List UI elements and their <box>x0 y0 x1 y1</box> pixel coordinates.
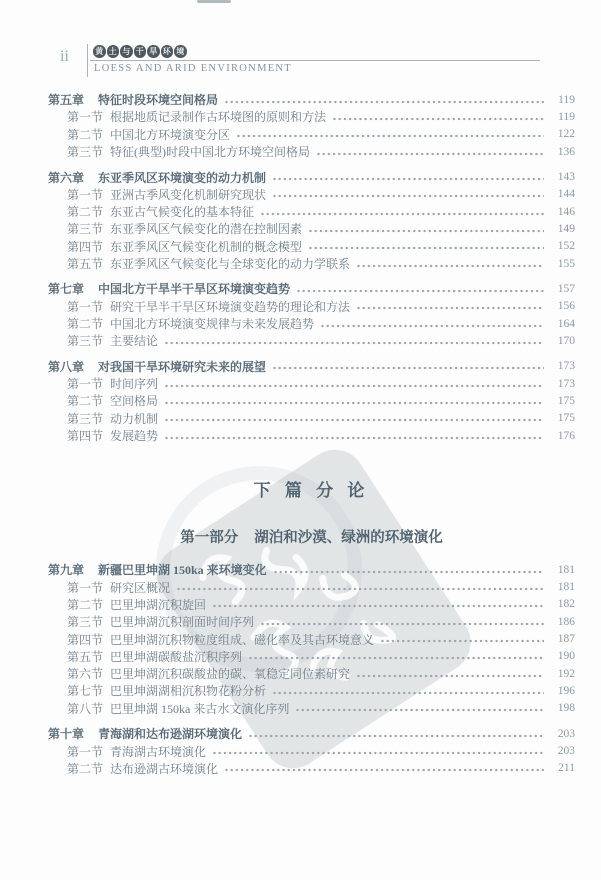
part-heading <box>48 528 575 548</box>
dot-leader <box>213 746 544 758</box>
section-row <box>48 332 575 349</box>
chapter-row <box>48 168 575 185</box>
page-ref: 176 <box>557 429 575 442</box>
dot-leader <box>261 207 544 219</box>
section-title: 空间格局 <box>110 394 159 409</box>
chapter-title: 东亚季风区环境演变的动力机制 <box>98 170 267 185</box>
section-label: 第二节 <box>67 205 104 220</box>
dot-leader <box>357 669 544 681</box>
page-ref: 136 <box>557 145 575 158</box>
section-label: 第一节 <box>67 110 104 125</box>
section-title: 亚洲古季风变化机制研究现状 <box>110 187 267 202</box>
section-label: 第五节 <box>67 257 104 271</box>
page-ref: 187 <box>557 633 575 646</box>
section-row <box>48 392 575 409</box>
page-ref: 211 <box>558 762 575 775</box>
toc-chapter-block <box>48 280 575 349</box>
section-title: 青海湖古环境演化 <box>110 744 207 759</box>
section-row <box>48 613 575 630</box>
chapter-label: 第六章 <box>48 170 85 185</box>
section-label: 第一节 <box>67 377 104 392</box>
section-title: 东亚季风区气候变化与全球变化的动力学联系 <box>110 257 351 271</box>
section-title: 达布逊湖古环境演化 <box>110 761 219 776</box>
section-title: 主要结论 <box>110 334 159 349</box>
section-title: 时间序列 <box>110 377 159 392</box>
section-row <box>48 410 575 427</box>
section-title: 研究区概况 <box>110 580 171 595</box>
section-row <box>48 579 575 596</box>
dot-leader <box>165 431 544 443</box>
page-ref: 203 <box>557 727 575 740</box>
section-label: 第七节 <box>67 684 104 699</box>
section-label: 第四节 <box>67 239 104 254</box>
section-title: 巴里坤湖湖相沉积物花粉分析 <box>110 684 267 699</box>
dot-leader <box>165 336 544 348</box>
section-row <box>48 742 575 759</box>
page-ref: 181 <box>557 581 575 594</box>
page-ref: 170 <box>557 334 575 347</box>
section-title: 动力机制 <box>110 411 159 426</box>
section-row <box>48 143 575 160</box>
chapter-row <box>48 91 575 108</box>
section-title: 中国北方环境演变规律与未来发展趋势 <box>110 317 315 332</box>
dot-leader <box>273 361 544 373</box>
section-label: 第二节 <box>67 597 104 612</box>
chapter-label: 第十章 <box>48 727 85 742</box>
section-label: 第五节 <box>67 649 104 664</box>
page-ref: 175 <box>557 412 575 425</box>
page-ref: 190 <box>557 650 575 663</box>
scan-artifact <box>197 0 231 3</box>
part-heading-label: 第一部分 <box>180 530 239 547</box>
section-title: 巴里坤湖沉积物粒度组成、磁化率及其古环境意义 <box>110 632 375 647</box>
dot-leader <box>273 172 544 184</box>
section-title: 特征(典型)时段中国北方环境空间格局 <box>110 145 310 160</box>
chapter-row <box>48 280 575 297</box>
dot-leader <box>249 651 544 663</box>
section-label: 第六节 <box>67 667 104 682</box>
dot-leader <box>357 301 544 313</box>
dot-leader <box>317 147 544 159</box>
page-ref: 122 <box>557 128 575 141</box>
section-label: 第四节 <box>67 632 104 647</box>
dot-leader <box>321 319 544 331</box>
section-row <box>48 760 575 777</box>
section-title: 研究干旱半干旱区环境演变趋势的理论和方法 <box>110 299 351 314</box>
section-title: 巴里坤湖 150ka 来古水文演化序列 <box>110 701 290 716</box>
header-vertical-rule <box>87 44 88 77</box>
chapter-row <box>48 725 575 742</box>
section-row <box>48 315 575 332</box>
page-ref: 192 <box>557 667 575 680</box>
dot-leader <box>225 95 544 107</box>
dot-leader <box>357 259 544 271</box>
chapter-title: 青海湖和达布逊湖环境演化 <box>98 727 243 742</box>
section-label: 第二节 <box>67 394 104 409</box>
section-row <box>48 108 575 125</box>
book-subtitle: LOESS AND ARID ENVIRONMENT <box>94 63 293 74</box>
toc-chapter-block <box>48 168 575 272</box>
toc-chapter-block <box>48 91 575 160</box>
dot-leader <box>297 284 544 296</box>
section-title: 巴里坤湖沉积剖面时间序列 <box>110 615 255 630</box>
page-ref: 119 <box>558 110 575 123</box>
section-row <box>48 238 575 255</box>
page-ref: 182 <box>557 598 575 611</box>
page-ref: 149 <box>557 222 575 235</box>
table-of-contents <box>48 91 575 785</box>
chapter-title: 中国北方干旱半干旱区环境演变趋势 <box>98 282 291 297</box>
chapter-title: 对我国干旱环境研究未来的展望 <box>98 359 267 374</box>
page-ref: 173 <box>557 377 575 390</box>
page-ref: 156 <box>557 300 575 313</box>
toc-chapter-block <box>48 358 575 444</box>
section-row <box>48 220 575 237</box>
toc-chapter-block <box>48 725 575 777</box>
section-title: 巴里坤湖沉积旋回 <box>110 597 207 612</box>
dot-leader <box>273 189 544 201</box>
book-title-badges <box>93 45 187 58</box>
book-title-badge-char: 与 <box>120 45 133 58</box>
dot-leader <box>165 413 544 425</box>
section-label: 第二节 <box>67 127 104 142</box>
section-title: 发展趋势 <box>110 429 159 444</box>
section-title: 巴里坤湖沉积碳酸盐的碳、氧稳定同位素研究 <box>110 667 351 682</box>
dot-leader <box>274 565 544 577</box>
chapter-row <box>48 561 575 578</box>
page-ref: 146 <box>557 205 575 218</box>
section-title: 根据地质记录制作古环境图的原则和方法 <box>110 110 327 125</box>
page-ref: 144 <box>557 188 575 201</box>
chapter-title: 新疆巴里坤湖 150ka 来环境变化 <box>98 563 267 578</box>
dot-leader <box>225 763 544 775</box>
page-ref: 196 <box>557 684 575 697</box>
page-ref: 157 <box>557 282 575 295</box>
section-title: 东亚古气候变化的基本特征 <box>110 205 255 220</box>
section-label: 第三节 <box>67 222 104 237</box>
section-row <box>48 648 575 665</box>
dot-leader <box>273 686 544 698</box>
section-label: 第四节 <box>67 429 104 444</box>
section-row <box>48 427 575 444</box>
book-title-badge-char: 黄 <box>93 45 106 58</box>
chapter-label: 第七章 <box>48 282 85 297</box>
section-row <box>48 255 575 272</box>
section-row <box>48 126 575 143</box>
section-title: 东亚季风区气候变化机制的概念模型 <box>110 239 303 254</box>
section-row <box>48 186 575 203</box>
section-row <box>48 665 575 682</box>
toc-upper-chapters <box>48 91 575 444</box>
page-ref: 155 <box>557 257 575 270</box>
book-title-badge-char: 干 <box>134 45 147 58</box>
page-ref: 143 <box>557 171 575 184</box>
dot-leader <box>381 634 544 646</box>
section-row <box>48 298 575 315</box>
section-title: 东亚季风区气候变化的潜在控制因素 <box>110 222 303 237</box>
section-label: 第一节 <box>67 299 104 314</box>
page-ref: 164 <box>557 317 575 330</box>
page-ref: 186 <box>557 615 575 628</box>
toc-chapter-block <box>48 561 575 717</box>
section-row <box>48 203 575 220</box>
section-row <box>48 630 575 647</box>
chapter-row <box>48 358 575 375</box>
dot-leader <box>309 241 544 253</box>
section-title: 巴里坤湖碳酸盐沉积序列 <box>110 649 243 664</box>
section-label: 第三节 <box>67 615 104 630</box>
section-title: 中国北方环境演变分区 <box>110 127 231 142</box>
dot-leader <box>261 617 544 629</box>
dot-leader <box>309 224 544 236</box>
page-ref: 198 <box>557 702 575 715</box>
book-title-badge-char: 境 <box>174 45 187 58</box>
section-label: 第八节 <box>67 701 104 716</box>
dot-leader <box>213 599 544 611</box>
dot-leader <box>165 379 544 391</box>
book-title-badge-char: 旱 <box>147 45 160 58</box>
page-ref: 181 <box>557 563 575 576</box>
chapter-label: 第五章 <box>48 93 85 108</box>
section-label: 第二节 <box>67 761 104 776</box>
header-horizontal-rule <box>90 60 540 61</box>
section-label: 第三节 <box>67 411 104 426</box>
chapter-label: 第九章 <box>48 563 85 578</box>
section-label: 第一节 <box>67 580 104 595</box>
part-heading-title: 湖泊和沙漠、绿洲的环境演化 <box>254 530 443 547</box>
dot-leader <box>165 396 544 408</box>
dot-leader <box>237 129 544 141</box>
chapter-label: 第八章 <box>48 359 85 374</box>
page-ref: 119 <box>558 93 575 106</box>
page-ref: 203 <box>557 745 575 757</box>
chapter-title: 特征时段环境空间格局 <box>98 93 219 108</box>
page-ref: 152 <box>557 240 575 253</box>
section-label: 第一节 <box>67 187 104 202</box>
section-label: 第一节 <box>67 744 104 759</box>
folio-page-number: ii <box>60 48 69 65</box>
section-label: 第二节 <box>67 317 104 332</box>
section-row <box>48 700 575 717</box>
book-title-badge-char: 环 <box>161 45 174 58</box>
dot-leader <box>249 729 544 741</box>
section-label: 第三节 <box>67 334 104 349</box>
page-ref: 173 <box>557 360 575 373</box>
section-row <box>48 596 575 613</box>
dot-leader <box>177 582 544 594</box>
part-divider-title: 下 篇 分 论 <box>253 481 370 501</box>
dot-leader <box>333 112 544 124</box>
dot-leader <box>296 703 544 715</box>
page-ref: 175 <box>557 394 575 407</box>
section-row <box>48 375 575 392</box>
section-row <box>48 682 575 699</box>
toc-lower-chapters <box>48 561 575 777</box>
section-label: 第三节 <box>67 145 104 160</box>
book-title-badge-char: 土 <box>107 45 120 58</box>
